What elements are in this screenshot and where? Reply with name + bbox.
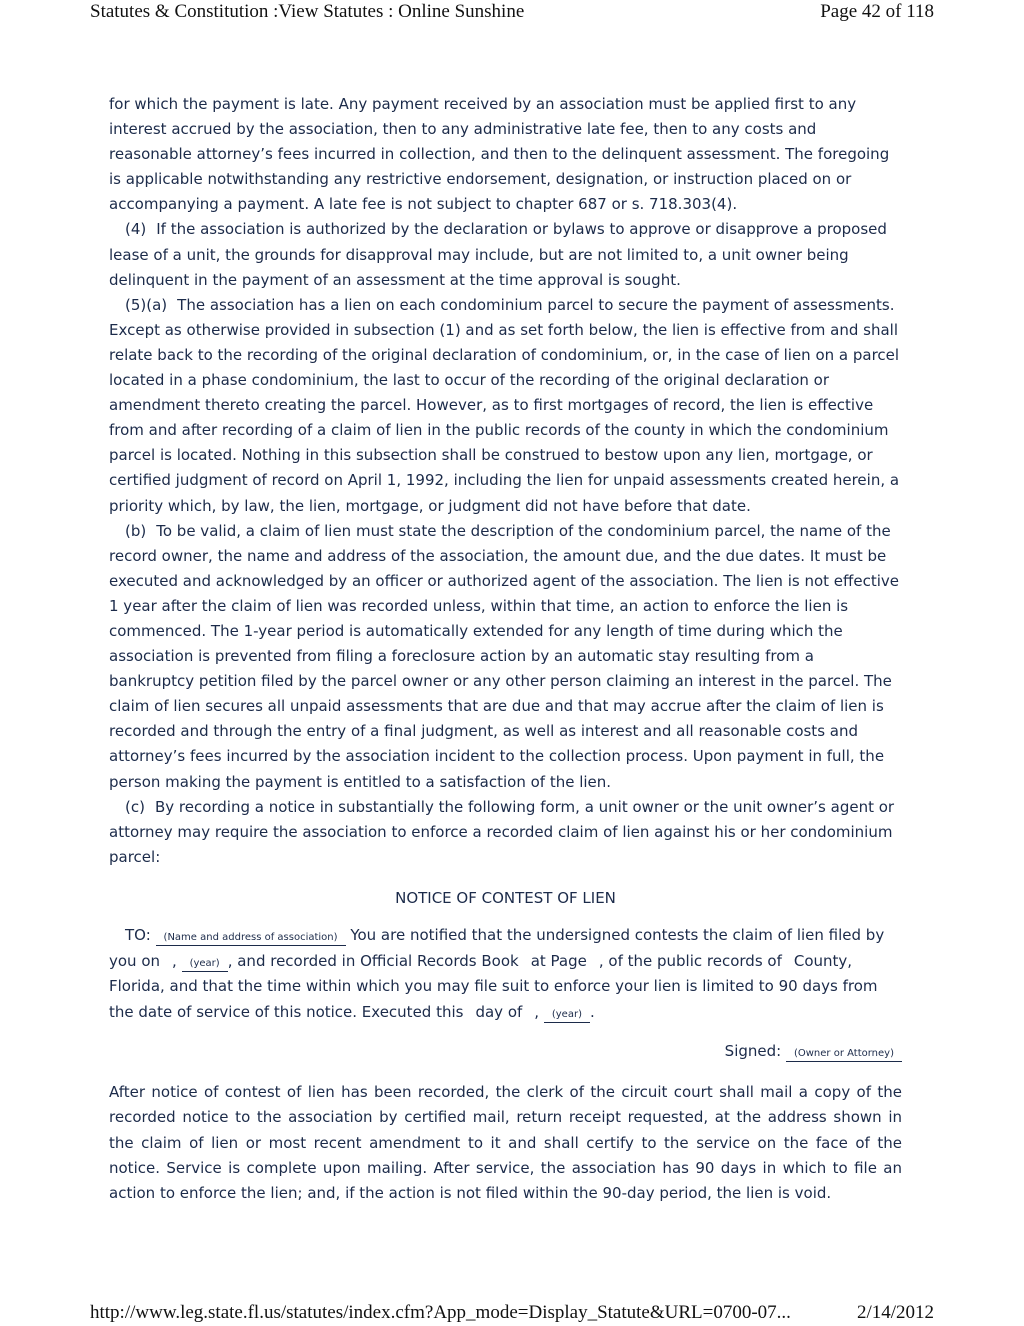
signed-label: Signed:: [724, 1042, 782, 1060]
notice-text: You are notified that the undersigned contests the claim of lien filed by you on: [109, 926, 885, 970]
subsection-marker: (b): [125, 521, 147, 540]
subsection-text: By recording a notice in substantially the following form, a unit owner or the unit owner’s agent or attorney may require the association to enforce a recorded claim of lien against his or her condominium parcel:: [109, 797, 895, 866]
signature-line: [109, 1039, 902, 1064]
print-header: [0, 1, 1024, 25]
paragraph-subsection-5b: [109, 519, 902, 795]
statute-text: [109, 92, 902, 1206]
paragraph-subsection-4: [109, 217, 902, 292]
subsection-marker: (c): [125, 797, 145, 816]
subsection-marker: (4): [125, 220, 147, 239]
notice-text: , of the public records of: [598, 951, 782, 970]
to-label: TO:: [125, 926, 151, 944]
notice-text: ,: [534, 1002, 540, 1021]
page-url: http://www.leg.state.fl.us/statutes/index.cfm?App_mode=Display_Statute&URL=0700-07...: [90, 1302, 791, 1323]
document-title: Statutes & Constitution :View Statutes : Online Sunshine: [90, 1, 525, 22]
notice-text: ,: [172, 951, 177, 970]
year-blank: (year): [182, 957, 228, 972]
notice-title: NOTICE OF CONTEST OF LIEN: [395, 888, 616, 907]
signature-blank: (Owner or Attorney): [786, 1047, 902, 1062]
print-date: 2/14/2012: [856, 1302, 934, 1323]
association-blank: (Name and address of association): [156, 931, 346, 946]
notice-text: .: [589, 1002, 595, 1021]
paragraph-subsection-5c: [109, 795, 902, 870]
notice-text: County, Florida, and that the time within which you may file suit to enforce your lien is limited to 90 days from the date of service of this notice. Executed this: [109, 951, 878, 1021]
subsection-text: If the association is authorized by the declaration or bylaws to approve or disapprove a proposed lease of a unit, the grounds for disapproval may include, but are not limited to, a unit owner being delinquent in the payment of an assessment at the time approval is sought.: [109, 220, 887, 289]
subsection-text: The association has a lien on each condominium parcel to secure the payment of assessments. Except as otherwise provided in subsection (1) and as set forth below, the lien is effective from and shall relate back to the recording of the original declaration of condominium, or, in the case of lien on a parcel located in a phase condominium, the last to occur of the recording of the original declaration or amendment thereto creating the parcel. However, as to first mortgages of record, the lien is effective from and after recording of a claim of lien in the public records of the county in which the condominium parcel is located. Nothing in this subsection shall be construed to bestow upon any lien, mortgage, or certified judgment of record on April 1, 1992, including the lien for unpaid assessments created herein, a priority which, by law, the lien, mortgage, or judgment did not have before that date.: [109, 295, 900, 515]
paragraph-late-payment: for which the payment is late. Any payment received by an association must be applied first to any interest accrued by the association, then to any administrative late fee, then to any costs and reasonable attorney’s fees incurred in collection, and then to the delinquent assessment. The foregoing is applicable notwithstanding any restrictive endorsement, designation, or instruction placed on or accompanying a payment. A late fee is not subject to chapter 687 or s. 718.303(4).: [109, 95, 890, 214]
page-indicator: Page 42 of 118: [820, 1, 934, 22]
year-blank: (year): [544, 1008, 590, 1023]
notice-text: , and recorded in Official Records Book: [227, 951, 519, 970]
notice-form-body: [109, 923, 902, 1025]
subsection-text: To be valid, a claim of lien must state the description of the condominium parcel, the name of the record owner, the name and address of the association, the amount due, and the due dates. It must be executed and acknowledged by an officer or authorized agent of the association. The lien is not effective 1 year after the claim of lien was recorded unless, within that time, an action to enforce the lien is commenced. The 1-year period is automatically extended for any length of time during which the association is prevented from filing a foreclosure action by an automatic stay resulting from a bankruptcy petition filed by the parcel owner or any other person claiming an interest in the parcel. The claim of lien secures all unpaid assessments that are due and that may accrue after the claim of lien is recorded and through the entry of a final judgment, as well as interest and all reasonable costs and attorney’s fees incurred by the association incident to the collection process. Upon payment in full, the person making the payment is entitled to a satisfaction of the lien.: [109, 521, 899, 791]
subsection-marker: (5)(a): [125, 295, 168, 314]
notice-text: at Page: [530, 951, 587, 970]
paragraph-subsection-5a: [109, 293, 902, 519]
notice-text: day of: [475, 1002, 523, 1021]
paragraph-after-notice: After notice of contest of lien has been recorded, the clerk of the circuit court shall mail a copy of the recorded notice to the association by certified mail, return receipt requested, at the address shown in the claim of lien or most recent amendment to it and shall certify to the service on the face of the notice. Service is complete upon mailing. After service, the association has 90 days in which to file an action to enforce the lien; and, if the action is not filed within the 90-day period, the lien is void.: [109, 1083, 902, 1202]
